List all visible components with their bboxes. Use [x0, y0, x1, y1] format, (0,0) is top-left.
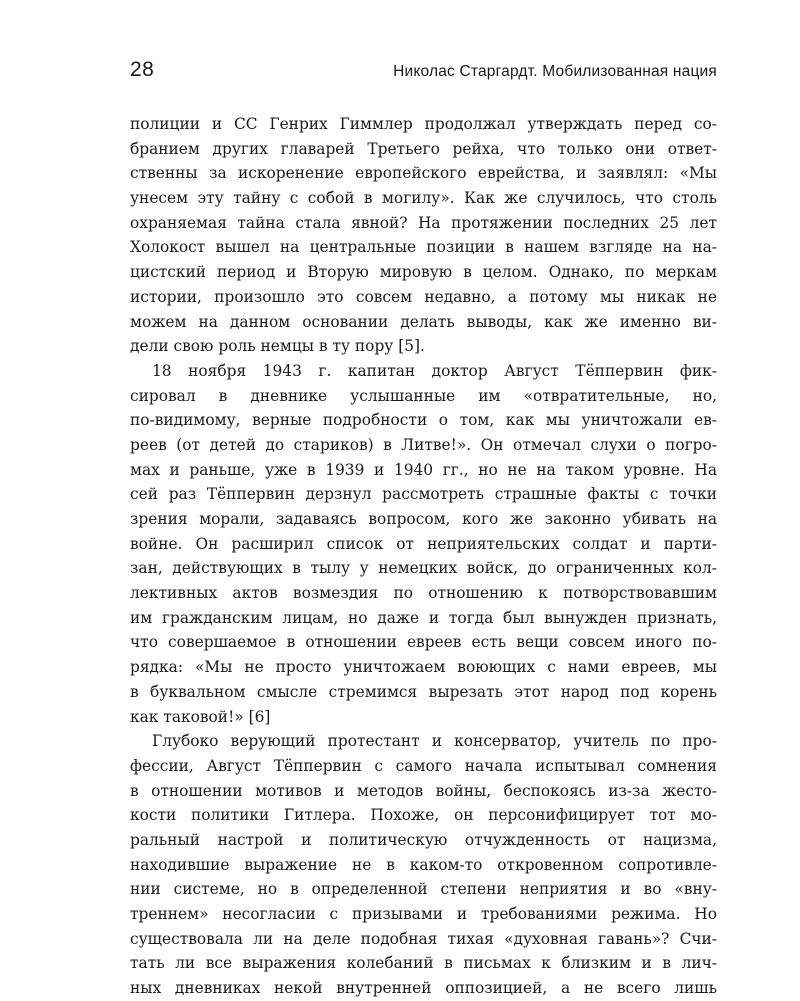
- text-line: дели свою роль немцы в ту пору [5].: [130, 337, 425, 356]
- text-line: истории, произошло это совсем недавно, а потому мы никак не: [130, 287, 717, 306]
- text-line: кости политики Гитлера. Похоже, он персонифицирует тот мо-: [130, 806, 717, 825]
- text-line: треннем» несогласии с призывами и требованиями режима. Но: [130, 905, 717, 923]
- text-line: Холокост вышел на центральные позиции в нашем взгляде на на-: [130, 238, 717, 257]
- text-line: по-видимому, верные подробности о том, как мы уничтожали ев-: [130, 411, 717, 430]
- paragraph-3: [130, 729, 717, 1001]
- text-line: в буквальном смысле стремимся вырезать этот народ под корень: [130, 682, 717, 701]
- running-head: Николас Старгардт. Мобилизованная нация: [393, 63, 717, 80]
- text-line: сей раз Тёппервин дерзнул рассмотреть страшные факты с точки: [130, 485, 717, 504]
- text-line: в отношении мотивов и методов войны, беспокоясь из-за жесто-: [130, 781, 717, 800]
- text-line: нии системе, но в определенной степени неприятия и во «вну-: [130, 880, 717, 899]
- text-line: находившие выражение не в каком-то откровенном сопротивле-: [130, 855, 717, 874]
- text-line: зрения морали, задаваясь вопросом, кого же законно убивать на: [130, 510, 717, 528]
- text-line: фессии, Август Тёппервин с самого начала испытывал сомнения: [130, 756, 717, 775]
- paragraph-1: [130, 112, 717, 359]
- text-line: что совершаемое в отношении евреев есть вещи совсем иного по-: [130, 633, 717, 652]
- paragraph-2: [130, 359, 717, 729]
- text-line: рядка: «Мы не просто уничтожаем воюющих с нами евреев, мы: [130, 658, 717, 677]
- text-line: войне. Он расширил список от неприятельских солдат и парти-: [130, 534, 717, 553]
- text-line: как таковой!» [6]: [130, 707, 271, 726]
- text-line: лективных актов возмездия по отношению к потворствовавшим: [130, 584, 717, 603]
- text-line: существовала ли на деле подобная тихая «духовная гавань»? Счи-: [130, 929, 717, 948]
- text-line: реев (от детей до стариков) в Литве!». Он отмечал слухи о погро-: [130, 435, 717, 454]
- text-line: бранием других главарей Третьего рейха, что только они ответ-: [130, 139, 717, 158]
- text-line: ных дневниках некой внутренней оппозицией, а не всего лишь: [130, 979, 717, 998]
- text-line: цистский период и Вторую мировую в целом. Однако, по меркам: [130, 263, 717, 282]
- text-line: тать ли все выражения колебаний в письмах к близким и в лич-: [130, 954, 717, 973]
- text-line: сировал в дневнике услышанные им «отвратительные, но,: [130, 386, 717, 405]
- text-line: ственны за искоренение европейского еврейства, и заявлял: «Мы: [130, 164, 717, 183]
- text-line: 18 ноября 1943 г. капитан доктор Август Тёппервин фик-: [152, 361, 717, 380]
- text-line: мах и раньше, уже в 1939 и 1940 гг., но не на таком уровне. На: [130, 460, 717, 479]
- page-header: [130, 58, 717, 92]
- text-line: ральный настрой и политическую отчужденность от нацизма,: [130, 830, 717, 849]
- book-page: [130, 58, 717, 1001]
- text-line: полиции и СС Генрих Гиммлер продолжал утверждать перед со-: [130, 115, 717, 133]
- page-number: 28: [130, 58, 155, 81]
- text-line: можем на данном основании делать выводы, как же именно ви-: [130, 312, 717, 331]
- text-line: зан, действующих в тылу у немецких войск, до ограниченных кол-: [130, 559, 717, 578]
- body-text: [130, 112, 717, 1001]
- text-line: им гражданским лицам, но даже и тогда был вынужден признать,: [130, 608, 717, 627]
- text-line: охраняемая тайна стала явной? На протяжении последних 25 лет: [130, 213, 717, 232]
- text-line: унесем эту тайну с собой в могилу». Как же случилось, что столь: [130, 189, 717, 208]
- text-line: Глубоко верующий протестант и консерватор, учитель по про-: [152, 732, 717, 751]
